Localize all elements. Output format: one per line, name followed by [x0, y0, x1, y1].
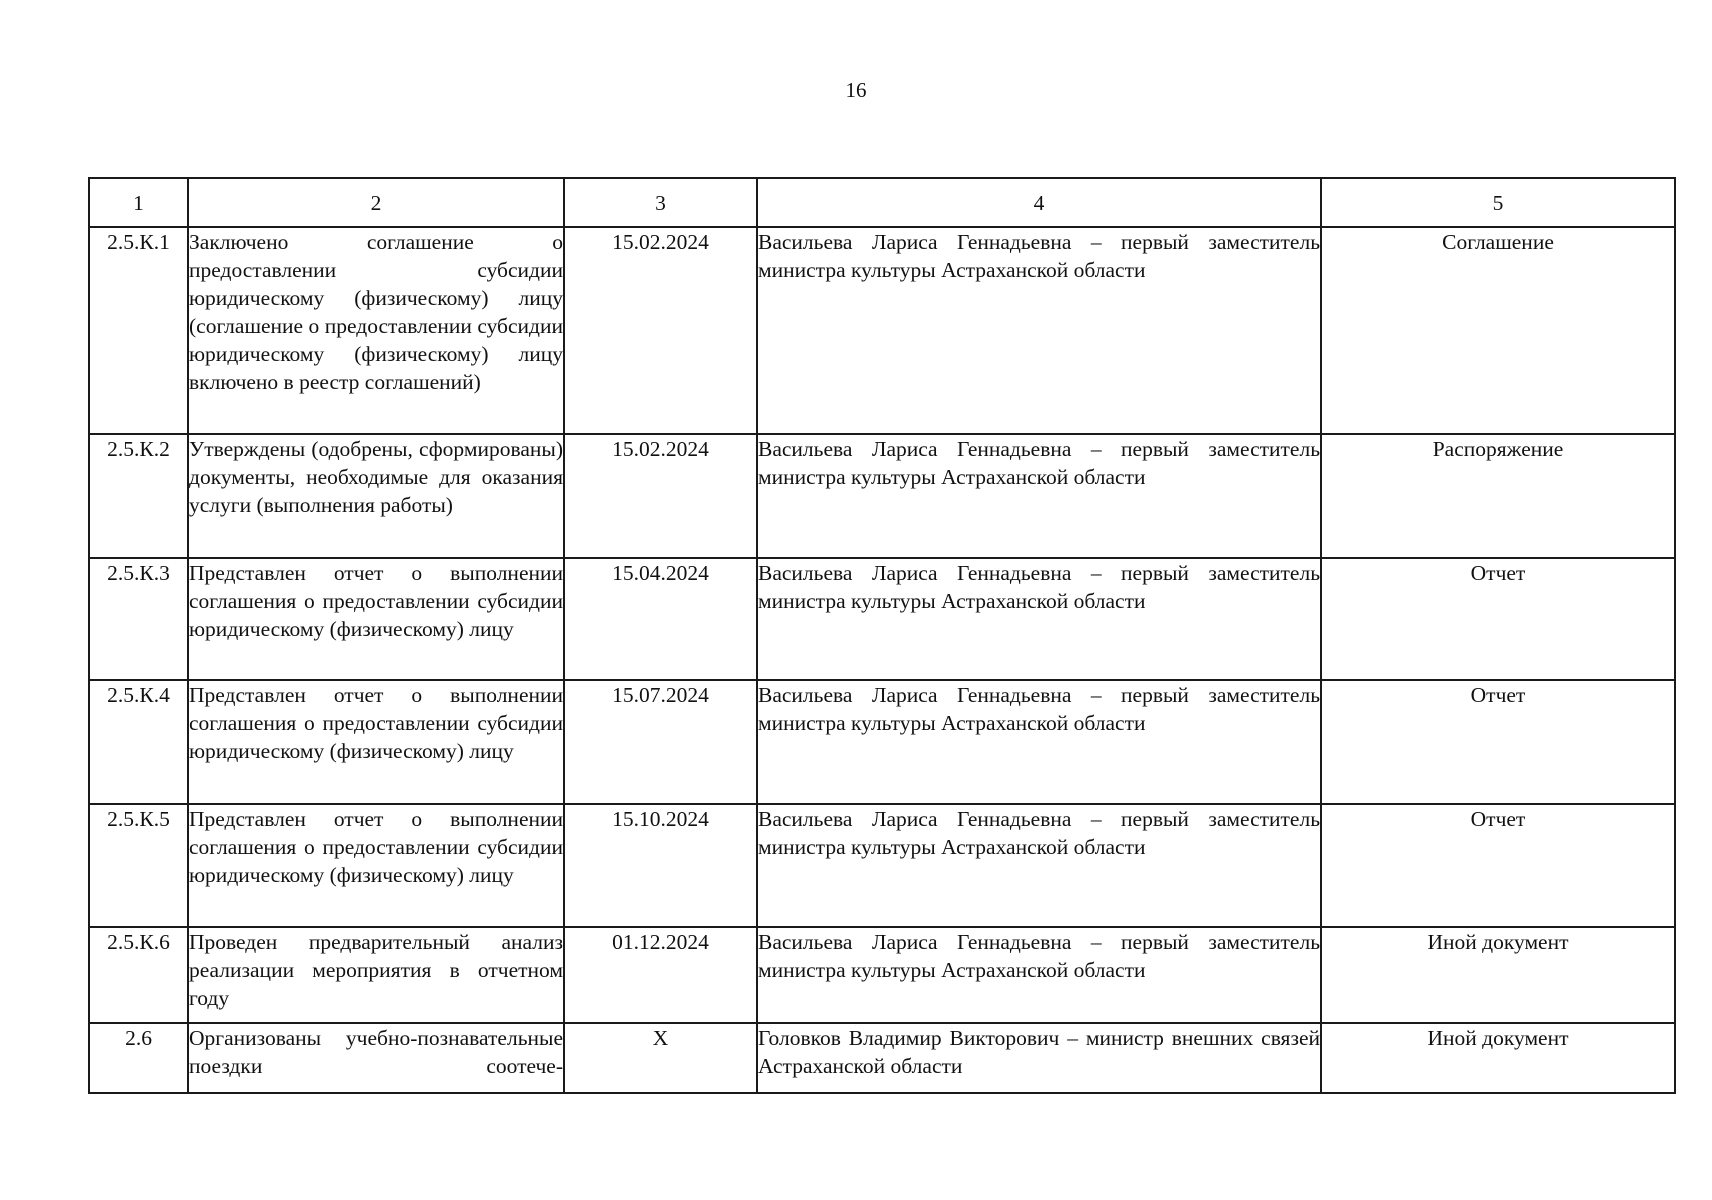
page-number: 16: [845, 78, 867, 102]
deadline-date-cell: 15.07.2024: [564, 680, 757, 804]
table-row: [89, 558, 1675, 680]
table-row: [89, 927, 1675, 1023]
document-type-cell: Отчет: [1321, 804, 1675, 927]
column-header-5: 5: [1321, 178, 1675, 227]
responsible-person-cell: Головков Владимир Викторович – министр внешних связей Астраханской области: [757, 1023, 1321, 1093]
event-description-cell: Представлен отчет о выполнении соглашения о предоставлении субсидии юридическому (физическому) лицу: [188, 804, 564, 927]
column-header-2: 2: [188, 178, 564, 227]
responsible-person-cell: Васильева Лариса Геннадьевна – первый заместитель министра культуры Астраханской области: [757, 558, 1321, 680]
event-description-cell: Представлен отчет о выполнении соглашения о предоставлении субсидии юридическому (физическому) лицу: [188, 680, 564, 804]
document-type-cell: Распоряжение: [1321, 434, 1675, 558]
event-description-cell: Заключено соглашение о предоставлении субсидии юридическому (физическому) лицу (соглашение о предоставлении субсидии юридическому (физическому) лицу включено в реестр соглашений): [188, 227, 564, 434]
table-header-row: [89, 178, 1675, 227]
column-header-3: 3: [564, 178, 757, 227]
document-type-cell: Отчет: [1321, 680, 1675, 804]
deadline-date-cell: 15.02.2024: [564, 434, 757, 558]
row-number-cell: 2.5.К.6: [89, 927, 188, 1023]
table-row: [89, 1023, 1675, 1093]
document-type-cell: Иной документ: [1321, 927, 1675, 1023]
table-row: [89, 227, 1675, 434]
row-number-cell: 2.5.К.4: [89, 680, 188, 804]
deadline-date-cell: 15.04.2024: [564, 558, 757, 680]
deadline-date-cell: 01.12.2024: [564, 927, 757, 1023]
responsible-person-cell: Васильева Лариса Геннадьевна – первый заместитель министра культуры Астраханской области: [757, 680, 1321, 804]
event-description-cell: Проведен предварительный анализ реализации мероприятия в отчетном году: [188, 927, 564, 1023]
event-description-cell: Представлен отчет о выполнении соглашения о предоставлении субсидии юридическому (физическому) лицу: [188, 558, 564, 680]
table-row: [89, 434, 1675, 558]
row-number-cell: 2.5.К.1: [89, 227, 188, 434]
event-description-cell: Организованы учебно-познавательные поездки соотече-: [188, 1023, 564, 1093]
deadline-date-cell: 15.02.2024: [564, 227, 757, 434]
column-header-1: 1: [89, 178, 188, 227]
plan-table: [88, 177, 1676, 1094]
row-number-cell: 2.6: [89, 1023, 188, 1093]
document-type-cell: Иной документ: [1321, 1023, 1675, 1093]
table-row: [89, 680, 1675, 804]
row-number-cell: 2.5.К.5: [89, 804, 188, 927]
responsible-person-cell: Васильева Лариса Геннадьевна – первый заместитель министра культуры Астраханской области: [757, 927, 1321, 1023]
row-number-cell: 2.5.К.2: [89, 434, 188, 558]
responsible-person-cell: Васильева Лариса Геннадьевна – первый заместитель министра культуры Астраханской области: [757, 434, 1321, 558]
deadline-date-cell: Х: [564, 1023, 757, 1093]
responsible-person-cell: Васильева Лариса Геннадьевна – первый заместитель министра культуры Астраханской области: [757, 227, 1321, 434]
document-type-cell: Соглашение: [1321, 227, 1675, 434]
deadline-date-cell: 15.10.2024: [564, 804, 757, 927]
column-header-4: 4: [757, 178, 1321, 227]
responsible-person-cell: Васильева Лариса Геннадьевна – первый заместитель министра культуры Астраханской области: [757, 804, 1321, 927]
table-row: [89, 804, 1675, 927]
document-type-cell: Отчет: [1321, 558, 1675, 680]
event-description-cell: Утверждены (одобрены, сформированы) документы, необходимые для оказания услуги (выполнения работы): [188, 434, 564, 558]
row-number-cell: 2.5.К.3: [89, 558, 188, 680]
